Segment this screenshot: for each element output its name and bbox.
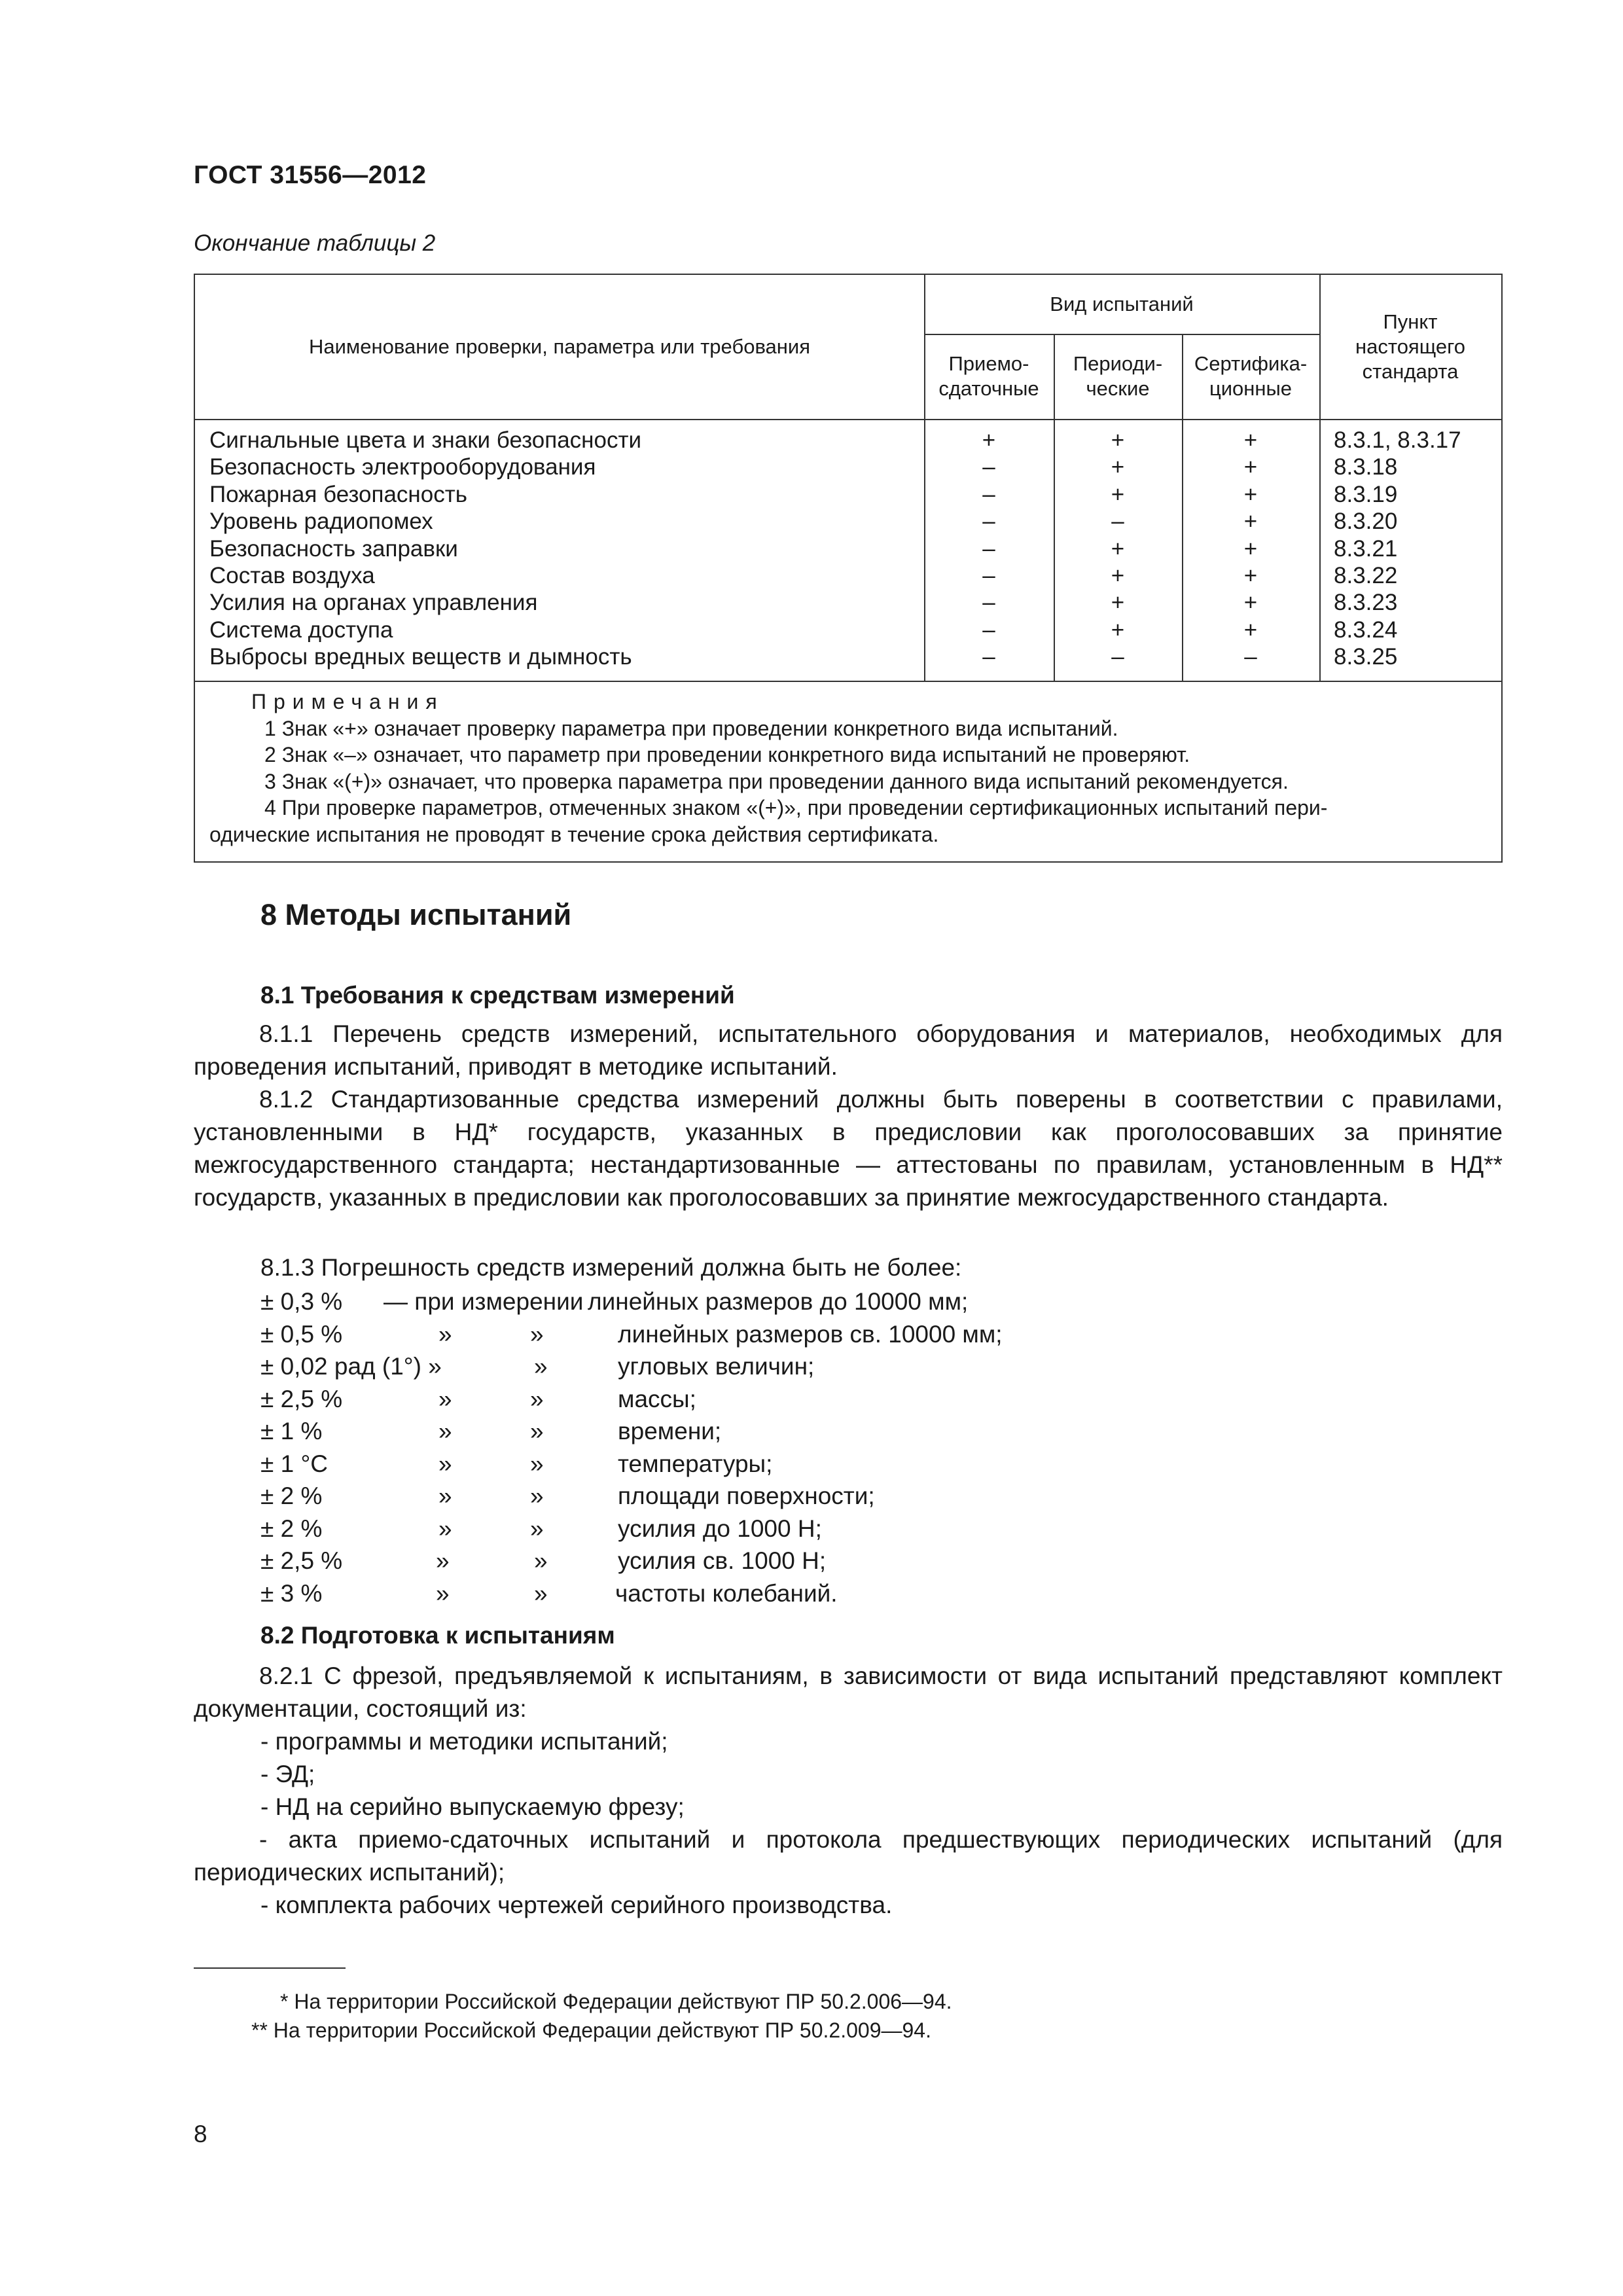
accuracy-value: ± 1 % (260, 1418, 323, 1444)
list-item: - комплекта рабочих чертежей серийного производства. (260, 1892, 893, 1918)
accuracy-value: ± 0,3 % (260, 1288, 343, 1315)
cell-clause: 8.3.22 (1334, 562, 1398, 588)
accuracy-ditto: » (438, 1482, 452, 1509)
accuracy-what: площади поверхности; (618, 1482, 875, 1509)
cell-certification: + (1243, 535, 1258, 562)
header-test-type: Вид испытаний (1050, 293, 1194, 315)
note: 1 Знак «+» означает проверку параметра при проведении конкретного вида испытаний. (264, 716, 1118, 740)
subsection-title: 8.1 Требования к средствам измерений (260, 982, 735, 1009)
certification-column (1182, 427, 1319, 671)
row-name: Состав воздуха (209, 562, 375, 588)
cell-certification: – (1244, 644, 1257, 670)
header-certification: Сертифика- ционные (1194, 352, 1308, 400)
paragraph-8-2-1: 8.2.1 С фрезой, предъявляемой к испытаниям, в зависимости от вида испытаний представляют комплект документации, состоящий из: (194, 1662, 1503, 1722)
cell-periodic: – (1111, 644, 1124, 670)
acceptance-column (924, 427, 1054, 671)
cell-periodic: + (1111, 617, 1125, 643)
header-acceptance: Приемо- сдаточные (938, 352, 1039, 400)
accuracy-what: линейных размеров до 10000 мм; (588, 1288, 969, 1315)
row-name: Пожарная безопасность (209, 481, 467, 507)
accuracy-what: усилия до 1000 Н; (618, 1515, 822, 1542)
accuracy-what: линейных размеров св. 10000 мм; (618, 1320, 1003, 1348)
row-name: Система доступа (209, 617, 393, 643)
list-item: - акта приемо-сдаточных испытаний и протокола предшествующих периодических испытаний (для периодических испытаний); (194, 1826, 1503, 1886)
paragraph-8-1-1: 8.1.1 Перечень средств измерений, испытательного оборудования и материалов, необходимых для проведения испытаний, приводят в методике испытаний. (194, 1020, 1503, 1080)
accuracy-ditto: » (438, 1320, 452, 1348)
list-item: - программы и методики испытаний; (260, 1728, 668, 1755)
note-continuation: одические испытания не проводят в течение срока действия сертификата. (209, 822, 939, 846)
note: 4 При проверке параметров, отмеченных знаком «(+)», при проведении сертификационных испытаний пери- (264, 796, 1328, 819)
table-hline (195, 681, 1501, 682)
cell-periodic: + (1111, 454, 1125, 480)
accuracy-ditto: » (530, 1320, 544, 1348)
note: 3 Знак «(+)» означает, что проверка параметра при проведении данного вида испытаний рекомендуется. (264, 769, 1289, 793)
accuracy-value: ± 2 % (260, 1515, 323, 1542)
accuracy-ditto: » (534, 1579, 548, 1607)
page-number: 8 (194, 2121, 207, 2147)
accuracy-ditto: » (530, 1482, 544, 1509)
cell-acceptance: – (982, 509, 995, 535)
cell-acceptance: – (982, 644, 995, 670)
accuracy-what: массы; (618, 1385, 696, 1412)
accuracy-what: частоты колебаний. (615, 1579, 838, 1607)
note: 2 Знак «–» означает, что параметр при проведении конкретного вида испытаний не проверяют. (264, 743, 1190, 766)
accuracy-ditto: » (438, 1418, 452, 1444)
accuracy-ditto: » (438, 1450, 452, 1477)
accuracy-ditto: » (438, 1515, 452, 1542)
accuracy-value: ± 1 °C (260, 1450, 328, 1477)
cell-certification: + (1243, 562, 1258, 588)
accuracy-ditto: » (534, 1547, 548, 1574)
table-caption: Окончание таблицы 2 (194, 230, 436, 256)
row-names-column (209, 427, 641, 671)
row-name: Безопасность электрооборудования (209, 454, 596, 480)
cell-certification: + (1243, 509, 1258, 535)
paragraph-8-1-3: 8.1.3 Погрешность средств измерений должна быть не более: (260, 1254, 962, 1281)
cell-certification: + (1243, 617, 1258, 643)
subsection-title: 8.2 Подготовка к испытаниям (260, 1622, 615, 1649)
row-name: Сигнальные цвета и знаки безопасности (209, 427, 642, 453)
accuracy-what: времени; (618, 1418, 722, 1444)
cell-acceptance: – (982, 590, 995, 616)
row-name: Уровень радиопомех (209, 509, 433, 535)
footnote: ** На территории Российской Федерации действуют ПР 50.2.009—94. (251, 2018, 931, 2042)
tests-table (194, 274, 1503, 863)
row-name: Усилия на органах управления (209, 590, 538, 616)
clause-column (1334, 427, 1497, 671)
row-name: Выбросы вредных веществ и дымность (209, 644, 632, 670)
accuracy-what: угловых величин; (618, 1353, 815, 1380)
cell-periodic: + (1111, 535, 1125, 562)
cell-clause: 8.3.25 (1334, 644, 1398, 670)
accuracy-value: ± 0,02 рад (1°) » (260, 1353, 442, 1380)
accuracy-ditto: » (530, 1385, 544, 1412)
cell-certification: + (1243, 454, 1258, 480)
paragraph-8-1-2: 8.1.2 Стандартизованные средства измерений должны быть поверены в соответствии с правилами, установленными в НД* государств, указанных в предисловии как проголосовавших за принятие межгосударственного стандарта; нестандартизованные — аттестованы по правилам, установленным в НД** государств, указанных в предисловии как проголосовавших за принятие межгосударственного стандарта. (194, 1086, 1503, 1211)
cell-certification: + (1243, 590, 1258, 616)
cell-clause: 8.3.19 (1334, 481, 1398, 507)
cell-acceptance: – (982, 454, 995, 480)
notes-title: Примечания (251, 690, 444, 713)
footnote: * На территории Российской Федерации действуют ПР 50.2.006—94. (280, 1990, 952, 2013)
cell-periodic: + (1111, 427, 1125, 453)
row-name: Безопасность заправки (209, 535, 458, 562)
accuracy-ditto: » (530, 1515, 544, 1542)
cell-periodic: + (1111, 481, 1125, 507)
cell-acceptance: – (982, 535, 995, 562)
list-item: - ЭД; (260, 1761, 315, 1787)
cell-periodic: + (1111, 590, 1125, 616)
accuracy-ditto: » (436, 1579, 450, 1607)
cell-periodic: – (1111, 509, 1124, 535)
periodic-column (1054, 427, 1182, 671)
cell-clause: 8.3.23 (1334, 590, 1398, 616)
cell-acceptance: – (982, 617, 995, 643)
cell-acceptance: – (982, 481, 995, 507)
accuracy-value: ± 0,5 % (260, 1320, 343, 1348)
section-title: 8 Методы испытаний (260, 898, 572, 931)
table-hline (195, 419, 1501, 420)
cell-clause: 8.3.20 (1334, 509, 1398, 535)
accuracy-ditto: » (530, 1450, 544, 1477)
accuracy-value: ± 2,5 % (260, 1385, 343, 1412)
cell-certification: + (1243, 481, 1258, 507)
accuracy-ditto: » (534, 1353, 548, 1380)
table-notes (209, 689, 1492, 848)
cell-clause: 8.3.18 (1334, 454, 1398, 480)
accuracy-what: температуры; (618, 1450, 773, 1477)
accuracy-value: ± 2 % (260, 1482, 323, 1509)
header-clause: Пункт настоящего стандарта (1355, 310, 1465, 383)
accuracy-value: ± 2,5 % (260, 1547, 343, 1574)
cell-acceptance: + (982, 427, 996, 453)
accuracy-what: усилия св. 1000 Н; (618, 1547, 827, 1574)
footnote-separator (194, 1967, 346, 1969)
accuracy-ditto: » (436, 1547, 450, 1574)
accuracy-value: ± 3 % (260, 1579, 323, 1607)
list-item: - НД на серийно выпускаемую фрезу; (260, 1793, 685, 1820)
cell-periodic: + (1111, 562, 1125, 588)
accuracy-ditto: » (438, 1385, 452, 1412)
cell-acceptance: – (982, 562, 995, 588)
accuracy-ditto: » (530, 1418, 544, 1444)
cell-clause: 8.3.24 (1334, 617, 1398, 643)
cell-certification: + (1243, 427, 1258, 453)
cell-clause: 8.3.1, 8.3.17 (1334, 427, 1461, 453)
header-periodic: Периоди- ческие (1073, 352, 1163, 400)
header-name: Наименование проверки, параметра или требования (308, 335, 811, 358)
cell-clause: 8.3.21 (1334, 535, 1398, 562)
accuracy-ditto: — при измерении (383, 1288, 584, 1315)
standard-code: ГОСТ 31556—2012 (194, 161, 427, 189)
